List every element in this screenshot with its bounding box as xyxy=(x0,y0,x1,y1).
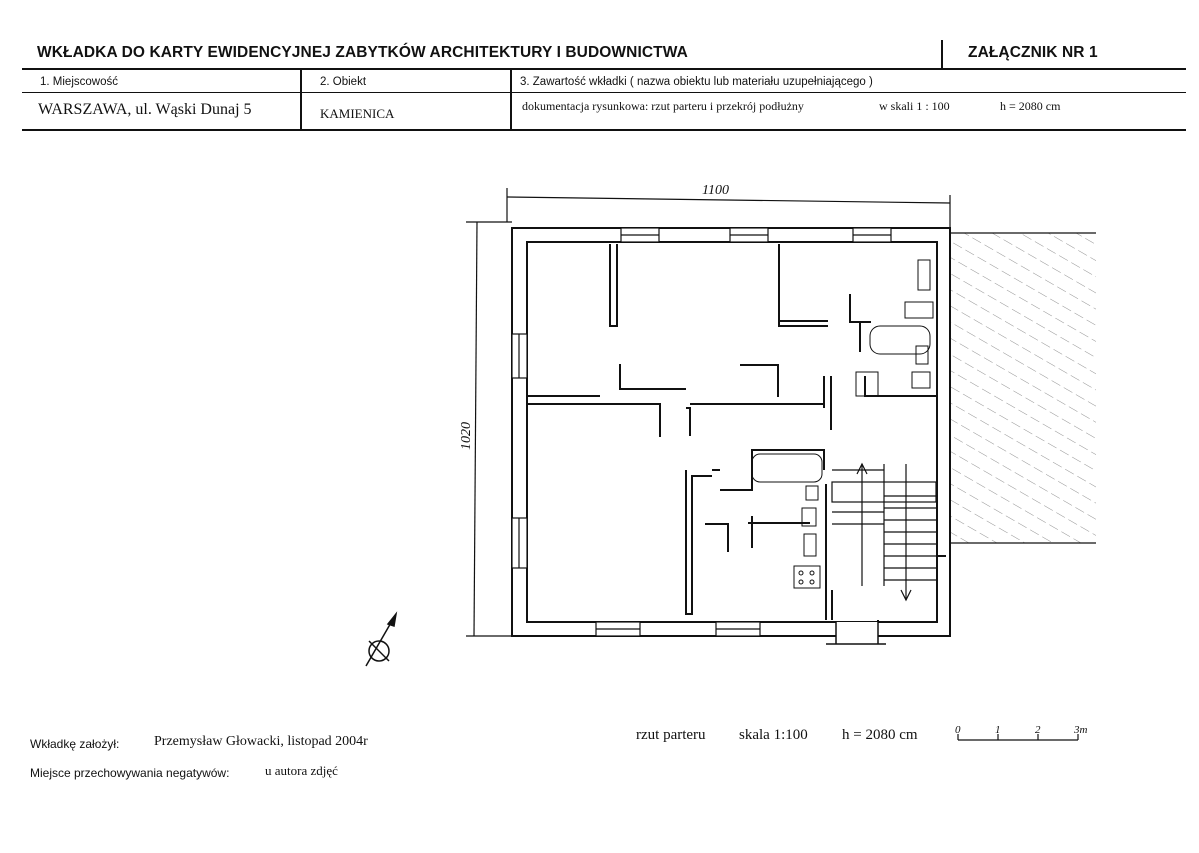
negatives-label: Miejsce przechowywania negatywów: xyxy=(30,766,230,780)
annex-number: ZAŁĄCZNIK NR 1 xyxy=(968,44,1098,61)
scale-label-0: 0 xyxy=(955,724,961,736)
north-arrow xyxy=(366,614,396,666)
entrance xyxy=(826,622,886,644)
scale-label-1: 1 xyxy=(995,724,1001,736)
left-windows xyxy=(512,334,527,568)
scale-label-3: 3m xyxy=(1074,724,1088,736)
author-label: Wkładkę założył: xyxy=(30,737,120,751)
card-title: WKŁADKA DO KARTY EWIDENCYJNEJ ZABYTKÓW ARCHITEKTURY I BUDOWNICTWA xyxy=(37,44,688,61)
content-scale: w skali 1 : 100 xyxy=(879,99,950,113)
width-dimension-label: 1100 xyxy=(702,183,729,198)
scale-bar xyxy=(958,734,1078,740)
author-value: Przemysław Głowacki, listopad 2004r xyxy=(154,734,368,749)
plan-caption: rzut parteru xyxy=(636,727,706,743)
staircase xyxy=(832,464,936,600)
locality-value: WARSZAWA, ul. Wąski Dunaj 5 xyxy=(38,101,252,118)
object-label: 2. Obiekt xyxy=(320,76,367,88)
adjacent-building-hatch xyxy=(950,233,1096,543)
content-height: h = 2080 cm xyxy=(1000,99,1061,113)
scale-label-2: 2 xyxy=(1035,724,1041,736)
locality-label: 1. Miejscowość xyxy=(40,76,118,88)
object-value: KAMIENICA xyxy=(320,106,395,121)
bottom-windows xyxy=(596,622,760,636)
plan-scale: skala 1:100 xyxy=(739,727,808,743)
content-value: dokumentacja rysunkowa: rzut parteru i przekrój podłużny xyxy=(522,99,804,113)
interior-walls xyxy=(527,244,946,622)
top-windows xyxy=(621,228,891,242)
content-label: 3. Zawartość wkładki ( nazwa obiektu lub materiału uzupełniającego ) xyxy=(520,76,873,88)
depth-dimension-label: 1020 xyxy=(459,422,474,450)
plan-height: h = 2080 cm xyxy=(842,727,918,743)
negatives-value: u autora zdjęć xyxy=(265,763,338,778)
